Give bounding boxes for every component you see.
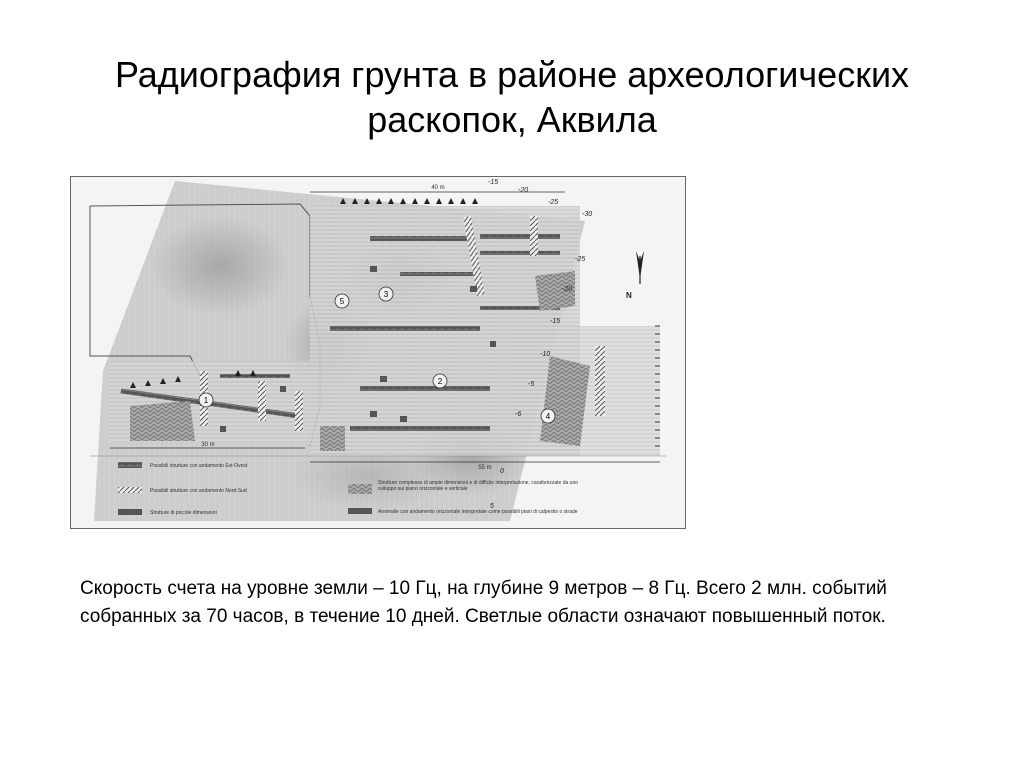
- legend-item-ns: Possibili strutture con andamento Nord-Sud: [150, 488, 247, 494]
- slide-title: Радиография грунта в районе археологических раскопок, Аквила: [114, 54, 910, 140]
- svg-text:1: 1: [203, 396, 209, 405]
- svg-text:-25: -25: [575, 256, 586, 263]
- slide-caption: Скорость счета на уровне земли – 10 Гц, на глубине 9 метров – 8 Гц. Всего 2 млн. событий собранных за 70 часов, в течение 10 дней. Светлые области означают повышенный поток.: [80, 578, 887, 627]
- radiography-map: [70, 176, 686, 529]
- radiography-map-figure: [70, 176, 686, 529]
- svg-text:-15: -15: [550, 318, 561, 325]
- svg-text:4: 4: [545, 412, 551, 421]
- svg-text:-25: -25: [548, 199, 559, 206]
- svg-text:3: 3: [383, 290, 389, 299]
- scale-label-top: 40 m: [431, 185, 445, 191]
- svg-text:-6: -6: [515, 411, 522, 418]
- svg-text:-20: -20: [562, 286, 573, 293]
- legend-item-small: Strutture di piccole dimensioni: [150, 510, 217, 516]
- legend-swatch-small: [118, 509, 142, 515]
- svg-text:2: 2: [437, 377, 443, 386]
- legend-item-complex: Strutture complesse di ampie dimensioni e di difficile interpretazione, caratterizzate da uno sviluppo sul piano orizzontale e verticale: [378, 480, 578, 492]
- svg-text:5: 5: [490, 503, 494, 510]
- scale-label-left: 30 m: [201, 442, 215, 448]
- svg-text:-5: -5: [528, 381, 535, 388]
- svg-text:0: 0: [500, 468, 504, 475]
- north-label: N: [626, 291, 632, 300]
- svg-text:-15: -15: [488, 179, 499, 186]
- svg-text:-30: -30: [582, 211, 593, 218]
- svg-text:-20: -20: [518, 187, 529, 194]
- legend-swatch-complex: [348, 484, 372, 494]
- legend-item-paths: Anomalie con andamento orizzontale interpretate come possibili piani di calpestio o strade: [378, 509, 578, 515]
- scale-label-bottom: 55 m: [478, 465, 492, 471]
- svg-text:5: 5: [339, 297, 345, 306]
- svg-text:-10: -10: [540, 351, 551, 358]
- legend-item-ew: Possibili strutture con andamento Est-Ovest: [150, 463, 248, 469]
- legend-swatch-ns: [118, 487, 142, 493]
- legend-swatch-paths: [348, 508, 372, 514]
- legend-swatch-ew: [118, 462, 142, 468]
